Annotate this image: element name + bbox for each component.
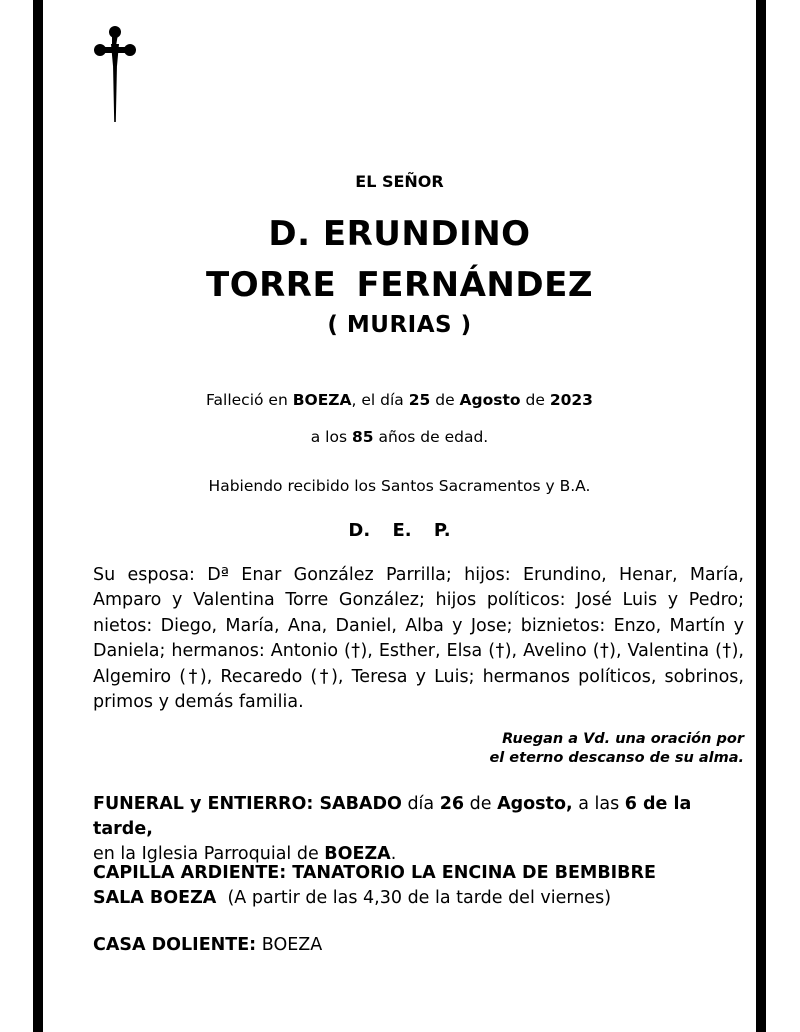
deceased-surnames: TORRE FERNÁNDEZ: [206, 265, 593, 305]
intro-title: EL SEÑOR: [355, 172, 444, 191]
death-line: Falleció en BOEZA, el día 25 de Agosto de 2023: [206, 391, 593, 409]
age-value: 85: [351, 428, 374, 446]
funeral-info: [93, 792, 753, 867]
sacraments-line: Habiendo recibido los Santos Sacramentos y B.A.: [208, 477, 591, 495]
funeral-line-1: FUNERAL y ENTIERRO: SABADO día 26 de Agosto, a las 6 de la tarde,: [93, 794, 692, 839]
funeral-line-2: en la Iglesia Parroquial de BOEZA.: [93, 844, 397, 864]
prayer-line-1: Ruegan a Vd. una oración por: [502, 731, 744, 747]
right-border: [756, 0, 766, 1032]
chapel-line-2: SALA BOEZA (A partir de las 4,30 de la tarde del viernes): [93, 888, 612, 908]
dep-heading: D. E. P.: [348, 520, 451, 541]
prayer-line-2: el eterno descanso de su alma.: [489, 750, 744, 766]
death-day: 25: [408, 391, 431, 409]
deceased-nickname: ( MURIAS ): [327, 312, 472, 338]
death-place: BOEZA: [292, 391, 352, 409]
cross-icon: [94, 26, 136, 122]
age-line: a los 85 años de edad.: [310, 428, 489, 446]
death-year: 2023: [549, 391, 593, 409]
family-paragraph: Su esposa: Dª Enar González Parrilla; hijos: Erundino, Henar, María, Amparo y Valentina Torre González; hijos políticos: José Luis y Pedro; nietos: Diego, María, Ana, Daniel, Alba y Jose; biznietos: Enzo, Martín y Daniela; hermanos: Antonio (†), Esther, Elsa (†), Avelino (†), Valentina (†), Algemiro (†), Recaredo (†), Teresa y Luis; hermanos políticos, sobrinos, primos y demás familia.: [93, 565, 744, 713]
chapel-info: [93, 861, 753, 911]
chapel-line-1: CAPILLA ARDIENTE: TANATORIO LA ENCINA DE BEMBIBRE: [93, 863, 656, 883]
mourning-house: CASA DOLIENTE: BOEZA: [93, 935, 323, 955]
deceased-first-name: D. ERUNDINO: [268, 214, 531, 254]
death-month: Agosto: [459, 391, 521, 409]
prayer-note: [400, 730, 744, 768]
left-border: [33, 0, 43, 1032]
